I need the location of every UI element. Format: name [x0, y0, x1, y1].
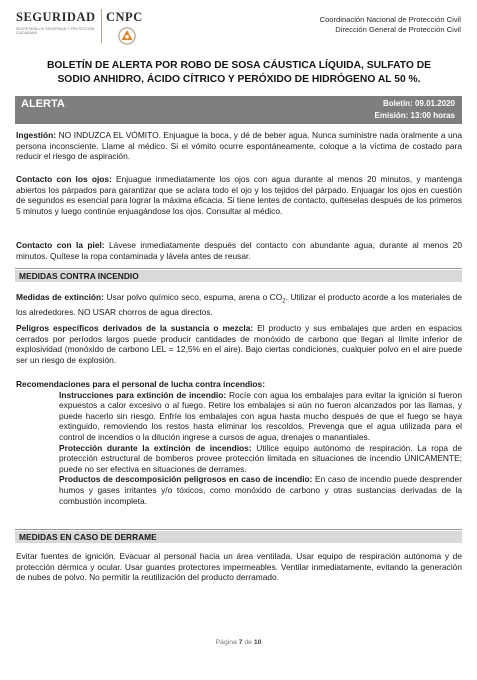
ingestion-text: NO INDUZCA EL VÓMITO. Enjuague la boca, y dé de beber agua. Nunca suministre nada oralmente a una persona inconsciente. Llame al médico. Si el vómito ocurre espontáneamente, coloque a la víctima de costado para reducir el riesgo de aspiración.	[16, 130, 462, 162]
page-prefix: Página	[215, 639, 239, 646]
extinction-label: Medidas de extinción:	[16, 292, 104, 302]
civil-protection-emblem-icon	[118, 27, 136, 45]
header-agency-line2: Dirección General de Protección Civil	[335, 25, 461, 34]
skin-contact-label: Contacto con la piel:	[16, 240, 105, 250]
cnpc-logo	[106, 10, 146, 25]
alert-banner	[15, 96, 462, 124]
hazards-text: El producto y sus embalajes que arden en espacios cerrados por períodos largos puede producir cantidades de monóxido de carbono que llegan al límite inferior de explosividad (monóxido de carbono LEL = 12,5% en el aire). Bajo ciertas condiciones, cualquier polvo en el aire puede ser un riesgo de explosión.	[16, 323, 462, 365]
fire-section-rule	[15, 268, 462, 269]
seguridad-logo	[16, 10, 100, 35]
recommendations-label: Recomendaciones para el personal de lucha contra incendios:	[16, 379, 265, 389]
seguridad-logo-tagline: SECRETARÍA DE SEGURIDAD Y PROTECCIÓN CIUDADANA	[16, 27, 95, 35]
firefighter-recommendations	[16, 379, 462, 506]
spill-section-rule	[15, 529, 462, 530]
decomposition-text: En caso de incendio puede desprender humos y gases irritantes y/o tóxicos, como monóxido de carbono y otras sustancias derivadas de la combustión incompleta.	[59, 474, 462, 506]
extinction-text-b: . Utilizar el producto acorde a los materiales de los alrededores. NO USAR chorros de agua directos.	[16, 292, 462, 318]
emission-time: Emisión: 13:00 horas	[374, 111, 455, 120]
ingestion-paragraph	[16, 130, 462, 162]
seguridad-logo-text: SEGURIDAD	[16, 10, 96, 24]
hazards-paragraph	[16, 323, 462, 365]
logo-divider	[101, 9, 102, 43]
page-header	[0, 0, 477, 56]
cnpc-logo-text: CNPC	[106, 10, 143, 24]
co2-subscript: 2	[282, 298, 286, 305]
decomposition-label: Productos de descomposición peligrosos en caso de incendio:	[59, 474, 313, 485]
bulletin-title	[18, 59, 460, 87]
extinction-instructions	[59, 390, 462, 443]
decomposition-products	[59, 474, 462, 506]
protection-text: Utilice equipo autónomo de respiración. La ropa de protección estructural de bomberos provee protección limitada en situaciones de incendio ÚNICAMENTE; puede no ser efectiva en situaciones de derrames.	[59, 442, 462, 474]
alert-label: ALERTA	[21, 98, 65, 110]
bulletin-date: Boletín: 09.01.2020	[382, 99, 455, 108]
hazards-label: Peligros específicos derivados de la sustancia o mezcla:	[16, 323, 254, 333]
page-current: 7	[238, 639, 243, 646]
page-number	[0, 639, 477, 646]
spill-paragraph: Evitar fuentes de ignición. Evacuar al personal hacia un área ventilada. Usar equipo de respiración autónoma y de protección dérmica y ocular. Usar guantes protectores impermeables. Ventilar inmediatamente, evitando la generación de nubes de polvo. No permitir la reutilización del producto derramado.	[16, 551, 462, 583]
eye-contact-text: Enjuague inmediatamente los ojos con agua durante al menos 20 minutos, y mantenga abiertos los párpados para garantizar que se aclara todo el ojo y los tejidos del párpado. Enjuagar los ojos en cuestión de segundos es esencial para lograr la máxima eficacia. Si tiene lentes de contacto, quíteselas después de los primeros 5 minutos y luego continúe enjuagándose los ojos. Consultar al médico.	[16, 174, 462, 216]
eye-contact-paragraph	[16, 174, 462, 216]
alert-meta	[375, 98, 455, 122]
protection-during-extinction	[59, 443, 462, 475]
bulletin-title-line1: BOLETÍN DE ALERTA POR ROBO DE SOSA CÁUSTICA LÍQUIDA, SULFATO DE	[46, 60, 432, 71]
page-middle: de	[242, 639, 254, 646]
extinction-paragraph	[16, 292, 462, 318]
skin-contact-paragraph	[16, 240, 462, 261]
bulletin-title-line2: SODIO ANHIDRO, ÁCIDO CÍTRICO Y PERÓXIDO DE HIDRÓGENO AL 50 %.	[57, 74, 421, 85]
header-agency	[320, 15, 461, 35]
skin-contact-text: Lávese inmediatamente después del contacto con abundante agua, durante al menos 20 minutos. Quítese la ropa contaminada y lávela antes de reusar.	[16, 240, 462, 261]
spill-section-heading: MEDIDAS EN CASO DE DERRAME	[15, 531, 462, 543]
extinction-text-a: Usar polvo químico seco, espuma, arena o CO	[103, 292, 283, 302]
eye-contact-label: Contacto con los ojos:	[16, 174, 112, 184]
ingestion-label: Ingestión:	[16, 130, 57, 140]
instructions-text: Rocíe con agua los embalajes para evitar la ignición si fueron expuestos a calor excesivo o al fuego. Retire los embalajes si aún no fueron alcanzados por las llamas, y puede hacerlo sin riesgo. Enfríe los embalajes con agua hasta mucho después de que el fuego se haya extinguido, removiendo los restos hasta eliminar los rescoldos. Prevenga que el agua utilizada para el control de incendios o la dilución ingrese a cursos de agua, drenajes o manantiales.	[59, 389, 462, 442]
page-total: 10	[253, 639, 262, 646]
protection-label: Protección durante la extinción de incendios:	[59, 442, 252, 453]
header-agency-line1: Coordinación Nacional de Protección Civil	[319, 15, 461, 24]
instructions-label: Instrucciones para extinción de incendio:	[59, 389, 227, 400]
fire-section-heading: MEDIDAS CONTRA INCENDIO	[15, 270, 462, 282]
